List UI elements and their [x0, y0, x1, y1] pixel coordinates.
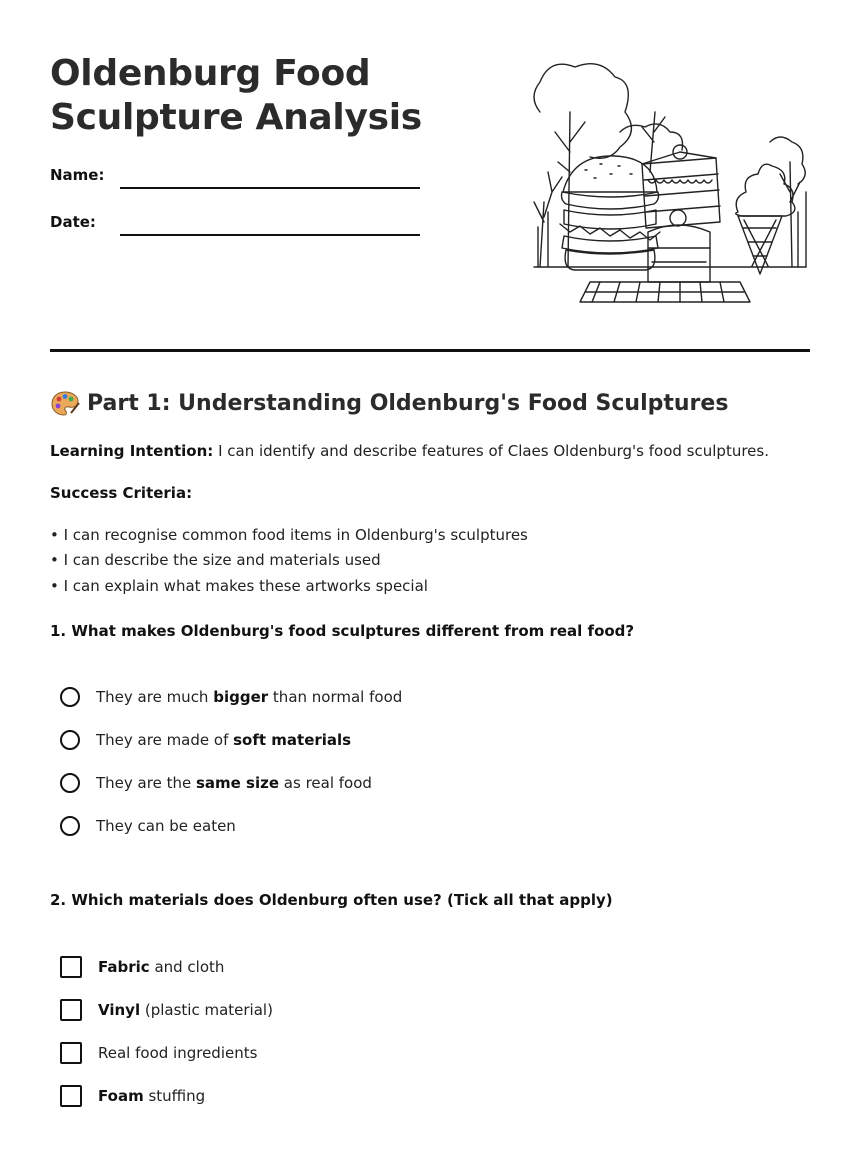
success-criteria-label	[50, 484, 192, 502]
palette-icon	[50, 389, 80, 417]
q2-option-foam[interactable]	[60, 1085, 205, 1107]
food-sculptures-park-illustration-icon	[530, 52, 810, 307]
title-line-2: Sculpture Analysis	[50, 97, 422, 138]
q1-option-soft-materials[interactable]	[60, 730, 351, 750]
option-label: They are made of soft materials	[96, 731, 352, 749]
radio-button[interactable]	[60, 730, 80, 750]
checkbox[interactable]	[60, 956, 82, 978]
success-criterion: • I can recognise common food items in Oldenburg's sculptures	[50, 526, 528, 544]
learning-intention-label: Learning Intention:	[50, 442, 214, 460]
q1-option-bigger[interactable]	[60, 687, 402, 707]
q2-option-vinyl[interactable]	[60, 999, 273, 1021]
success-criterion: • I can explain what makes these artworks special	[50, 577, 428, 595]
q1-option-same-size[interactable]	[60, 773, 372, 793]
q1-option-eaten[interactable]	[60, 816, 236, 836]
radio-button[interactable]	[60, 816, 80, 836]
success-criterion: • I can describe the size and materials used	[50, 551, 381, 569]
checkbox[interactable]	[60, 999, 82, 1021]
checkbox[interactable]	[60, 1042, 82, 1064]
question-1: 1. What makes Oldenburg's food sculptures different from real food?	[50, 622, 635, 640]
success-criteria-heading: Success Criteria:	[50, 484, 193, 502]
learning-intention-text: I can identify and describe features of Claes Oldenburg's food sculptures.	[213, 442, 769, 460]
option-label: They are the same size as real food	[96, 774, 372, 792]
date-label: Date:	[50, 213, 96, 231]
name-field[interactable]	[120, 187, 420, 189]
date-field[interactable]	[120, 234, 420, 236]
radio-button[interactable]	[60, 773, 80, 793]
title-line-1: Oldenburg Food	[50, 53, 371, 94]
question-2: 2. Which materials does Oldenburg often use? (Tick all that apply)	[50, 891, 613, 909]
q2-option-fabric[interactable]	[60, 956, 224, 978]
header-divider	[50, 349, 810, 352]
option-label: Real food ingredients	[98, 1044, 258, 1062]
part1-title-text: Part 1: Understanding Oldenburg's Food Sculptures	[87, 390, 729, 416]
part1-title	[50, 389, 728, 417]
worksheet-title	[50, 52, 422, 140]
radio-button[interactable]	[60, 687, 80, 707]
learning-intention	[50, 442, 769, 460]
checkbox[interactable]	[60, 1085, 82, 1107]
option-label: Vinyl (plastic material)	[98, 1001, 273, 1019]
option-label: Foam stuffing	[98, 1087, 206, 1105]
name-label: Name:	[50, 166, 105, 184]
q2-option-real-food[interactable]	[60, 1042, 257, 1064]
option-label: Fabric and cloth	[98, 958, 225, 976]
option-label: They are much bigger than normal food	[96, 688, 403, 706]
option-label: They can be eaten	[96, 817, 236, 835]
